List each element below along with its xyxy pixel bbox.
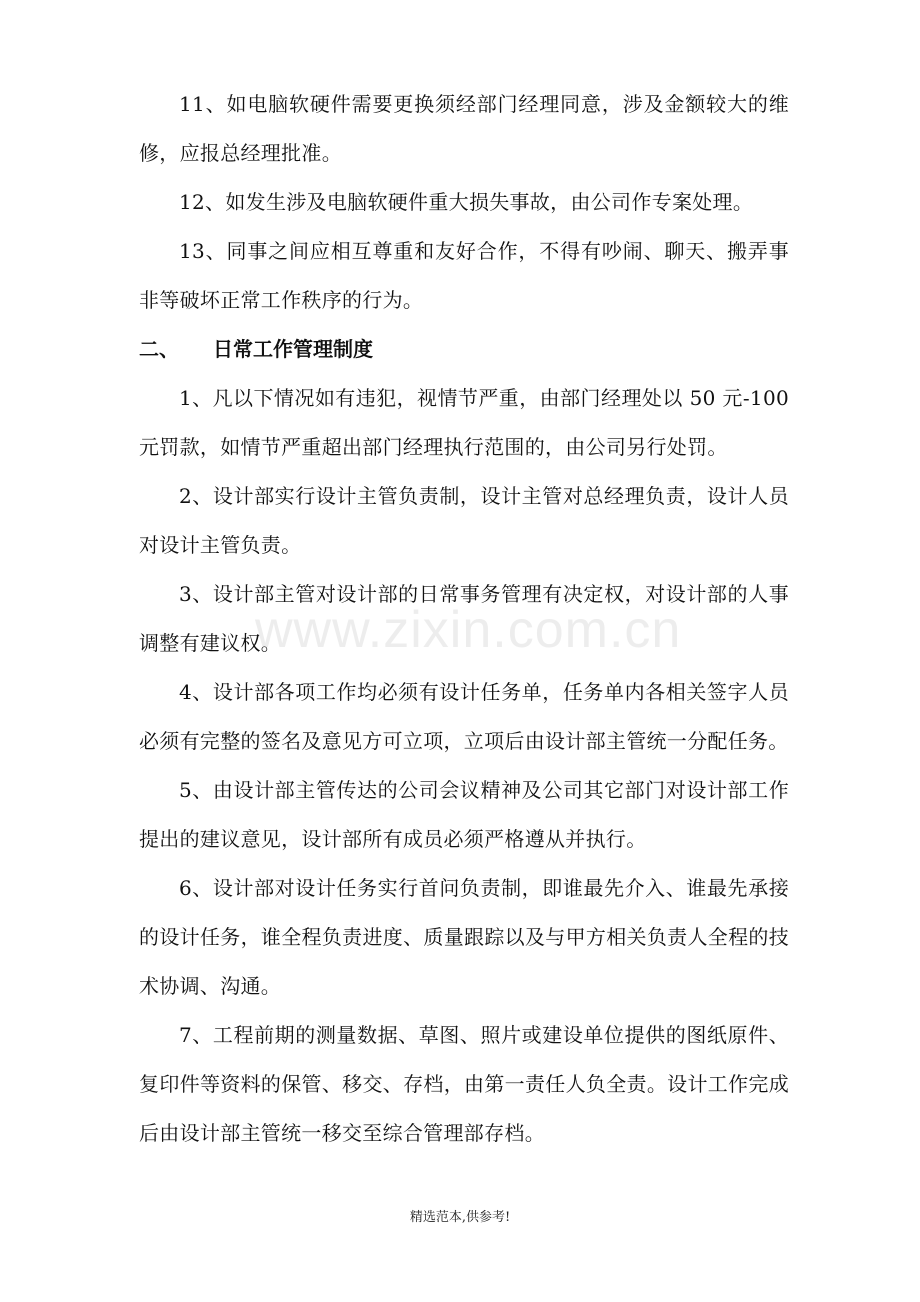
paragraph-item-3: 3、设计部主管对设计部的日常事务管理有决定权，对设计部的人事调整有建议权。 [139,582,789,655]
paragraph-item-4: 4、设计部各项工作均必须有设计任务单，任务单内各相关签字人员必须有完整的签名及意见方可立项，立项后由设计部主管统一分配任务。 [139,680,789,753]
page-footer: 精选范本,供参考! [409,1210,511,1225]
section-number: 二、 [139,337,179,361]
section-title: 日常工作管理制度 [213,337,373,361]
paragraph-item-5: 5、由设计部主管传达的公司会议精神及公司其它部门对设计部工作提出的建议意见，设计部所有成员必须严格遵从并执行。 [139,778,789,851]
paragraph-item-1: 1、凡以下情况如有违犯，视情节严重，由部门经理处以 50 元-100 元罚款，如情节严重超出部门经理执行范围的，由公司另行处罚。 [139,386,789,459]
paragraph-item-2: 2、设计部实行设计主管负责制，设计主管对总经理负责，设计人员对设计主管负责。 [139,484,789,557]
paragraph-item-6: 6、设计部对设计任务实行首问负责制，即谁最先介入、谁最先承接的设计任务，谁全程负责进度、质量跟踪以及与甲方相关负责人全程的技术协调、沟通。 [139,876,789,998]
paragraph-item-11: 11、如电脑软硬件需要更换须经部门经理同意，涉及金额较大的维修，应报总经理批准。 [139,92,789,165]
document-body [139,80,789,1158]
paragraph-item-12: 12、如发生涉及电脑软硬件重大损失事故，由公司作专案处理。 [179,190,754,214]
section-heading [139,325,789,374]
paragraph-item-13: 13、同事之间应相互尊重和友好合作，不得有吵闹、聊天、搬弄事非等破坏正常工作秩序的行为。 [139,239,789,312]
paragraph-item-7: 7、工程前期的测量数据、草图、照片或建设单位提供的图纸原件、复印件等资料的保管、移交、存档，由第一责任人负全责。设计工作完成后由设计部主管统一移交至综合管理部存档。 [139,1023,789,1145]
watermark-text: www.zixin.com.cn [255,601,682,659]
